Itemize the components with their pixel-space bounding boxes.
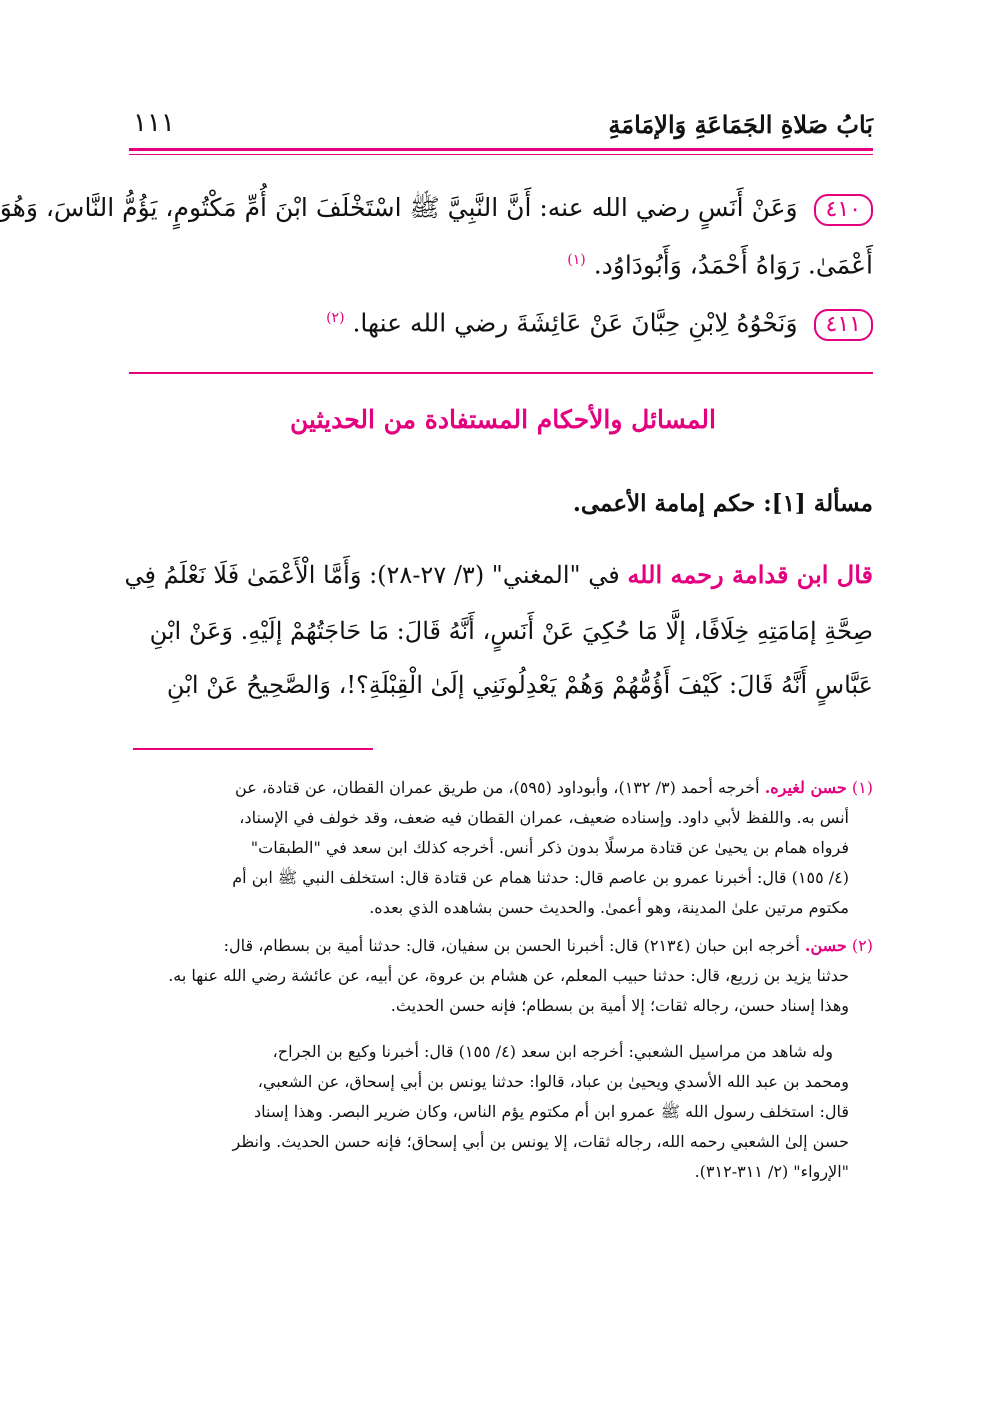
hadith-411-line1 [133,298,873,343]
fn2-line2: حدثنا يزيد بن زريع، قال: حدثنا حبيب المعلم، عن هشام بن عروة، عن أبيه، عن عائشة رضي الله عنها به. [168,966,849,985]
fn1-line3: فرواه همام بن يحيىٰ عن قتادة مرسلًا بدون ذكر أنس. أخرجه كذلك ابن سعد في "الطبقات" [250,838,849,857]
chapter-title: بَابُ صَلاةِ الجَمَاعَةِ وَالإمَامَةِ [608,110,873,139]
para-line3: قال: استخلف رسول الله ﷺ عمرو ابن أم مكتوم يؤم الناس، وكان ضرير البصر. وهذا إسناد [253,1102,849,1121]
fn1-line4: (٤/ ١٥٥) قال: أخبرنا عمرو بن عاصم قال: حدثنا همام عن قتادة قال: استخلف النبي ﷺ ابن أم [232,868,849,887]
footnote-marker: (١) [851,778,873,797]
page-number: ١١١ [133,108,175,138]
hadith-410-line1 [0,188,873,228]
footnote-text: أخرجه أحمد (٣/ ١٣٢)، وأبوداود (٥٩٥)، من طريق عمران القطان، عن قتادة، عن [235,778,760,797]
para-line5: "الإرواء" (٢/ ٣١١-٣١٢). [694,1162,849,1181]
footnote-grade: حسن. [804,936,847,955]
para-line2: ومحمد بن عبد الله الأسدي ويحيىٰ بن عباد، قالوا: حدثنا يونس بن أبي إسحاق، عن الشعبي، [257,1072,849,1091]
footnote-marker: (٢) [851,936,873,955]
header-rule-thin [129,154,873,155]
footnote-text: أخرجه ابن حبان (٢١٣٤) قال: أخبرنا الحسن بن سفيان، قال: حدثنا أمية بن بسطام، قال: [223,936,800,955]
hadith-text: وَعَنْ أَنَسٍ رضي الله عنه: أَنَّ النَّبِيَّ ﷺ اسْتَخْلَفَ ابْنَ أُمِّ مَكْتُومٍ، يَؤُمُّ النَّاسَ، وَهُوَ [0,193,798,222]
footnote-ref[interactable]: (١) [567,252,586,268]
fn1-line2: أنس به. واللفظ لأبي داود. وإسناده ضعيف، عمران القطان فيه ضعف، وقد خولف في الإسناد، [239,808,849,827]
hadith-text: أَعْمَىٰ. رَوَاهُ أَحْمَدُ، وَأَبُودَاوُد. [593,250,873,280]
speaker: قال ابن قدامة رحمه الله [627,560,873,589]
body-text: في "المغني" (٣/ ٢٧-٢٨): وَأَمَّا الْأَعْمَىٰ فَلَا نَعْلَمُ فِي [124,561,620,589]
body-line-1 [124,552,873,598]
hadith-410-line2 [133,240,873,285]
fn1-line1 [133,776,873,800]
footnote-ref[interactable]: (٢) [326,310,345,326]
fn2-line1 [133,934,873,958]
issue-label: مسألة [١]: [763,490,873,517]
footnote-grade: حسن لغيره. [764,778,847,797]
section-divider [129,372,873,374]
issue-title: حكم إمامة الأعمى. [572,490,756,517]
header-rule [129,148,873,151]
issue-heading [573,490,873,517]
para-line4: حسن إلىٰ الشعبي رحمه الله، رجاله ثقات، إلا يونس بن أبي إسحاق؛ فإنه حسن الحديث. وانظر [232,1132,849,1151]
body-line-3: عَبَّاسٍ أَنَّهُ قَالَ: كَيْفَ أَؤُمُّهُمْ وَهُمْ يَعْدِلُونَنِي إلَىٰ الْقِبْلَةِ؟!، وَالصَّحِيحُ عَنْ ابْنِ [166,671,873,699]
section-title: المسائل والأحكام المستفادة من الحديثين [290,405,716,434]
body-line-2: صِحَّةِ إمَامَتِهِ خِلَافًا، إلَّا مَا حُكِيَ عَنْ أَنَسٍ، أَنَّهُ قَالَ: مَا حَاجَتُهُمْ إلَيْهِ. وَعَنْ ابْنِ [149,617,873,645]
footnote-divider [133,748,373,750]
fn1-line5: مكتوم مرتين علىٰ المدينة، وهو أعمىٰ. والحديث حسن بشاهده الذي بعده. [369,898,849,917]
para-line1: وله شاهد من مراسيل الشعبي: أخرجه ابن سعد (٤/ ١٥٥) قال: أخبرنا وكيع بن الجراح، [272,1042,833,1061]
fn2-line3: وهذا إسناد حسن، رجاله ثقات؛ إلا أمية بن بسطام؛ فإنه حسن الحديث. [390,996,849,1015]
hadith-number-badge: ٤١٠ [814,194,873,226]
hadith-text: وَنَحْوُهُ لِابْنِ حِبَّانَ عَنْ عَائِشَةَ رضي الله عنها. [352,308,798,338]
hadith-number-badge: ٤١١ [814,309,873,341]
